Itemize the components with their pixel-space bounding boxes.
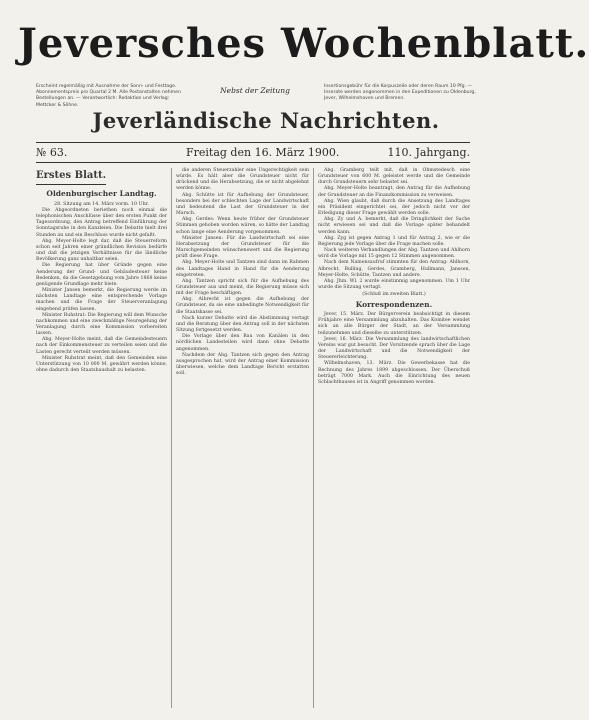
paragraph: Abg. Albrecht ist gegen die Aufhebung der Grundsteuer, da sie eine unbedingte Notwendigkeit für die Staatskasse sei. <box>176 297 309 315</box>
insertion-notice: Insertionsgebühr für die Korpuszeile oder deren Raum 10 Pfg. — Inserate werden angenommen in den Expeditionen zu Oldenburg, Jever, Wilhelmshaven und Bremen. <box>324 84 476 102</box>
paragraph: Abg. Zyg ist gegen Antrag 1 und für Antrag 2, wie er die Regierung jede Vorlage über die Frage machen solle. <box>318 235 470 247</box>
paragraph: Abg. Gerdes: Wenn heute früher der Grundsteuer Stimmen gehoben worden wären, so hätte der Landtag schon lange eine Aenderung vorgenommen. <box>176 217 309 235</box>
paragraph: Nach kurzer Debatte wird die Abstimmung vertagt und die Beratung über den Antrag soll in der nächsten Sitzung fortgesetzt werden. <box>176 315 309 334</box>
issue-number: № 63. <box>36 146 68 159</box>
paragraph: Abg. Zy und A. bemerkt, daß die Dringlichkeit der Sache nicht erwiesen sei und daß die Vorlage später behandelt werden kann. <box>318 217 470 235</box>
session-line: 28. Sitzung am 14. März vorm. 10 Uhr. <box>54 202 149 207</box>
paragraph: Nach weiteren Verhandlungen der Abg. Tantzen und Ahlhorn wird die Vorlage mit 15 gegen 12 Stimmen angenommen. <box>318 248 470 260</box>
paragraph: Minister Jansen: Für die Landwirtschaft sei eine Herabsetzung der Grundsteuer für die Marschgemeinden wünschenswert und die Regierung prüft diese Frage. <box>176 235 309 260</box>
paragraph: Minister Ruhstrat meint, daß den Gemeinden eine Unterstützung von 10 000 M. gewährt werden könne, ohne dadurch den Staatshaushalt zu belasten. <box>36 355 167 374</box>
subscription-notice: Erscheint regelmäßig mit Ausnahme der Sonn- und Festtage. Abonnementspreis pro Quartal 2 M. Alle Postanstalten nehmen Bestellungen an. — Verantwortlich: Redaktion und Verlag: Mettcker & Söhne. <box>36 84 181 108</box>
paragraph: Nachdem der Abg. Tantzen sich gegen den Antrag ausgesprochen hat, wird der Antrag einer Kommission überwiesen, welche dem Landtage Bericht erstatten soll. <box>176 352 309 377</box>
paragraph: Abg. Meyer-Holte und Tantzen sind dann im Rahmen des Landtages Hand in Hand für die Aenderung eingetreten. <box>176 260 309 278</box>
column-3 <box>318 168 470 386</box>
paragraph: Minister Ruhstrat: Die Regierung will dem Wunsche nachkommen und eine zweckmäßige Neuregelung der Veranlagung durch eine Kommission vorbereiten lassen. <box>36 312 167 337</box>
column-separator <box>171 168 172 708</box>
paragraph: Wilhelmshaven, 13. März. Die Gewerbekasse hat die Rechnung des Jahres 1899 abgeschlossen. Der Überschuß beträgt 7000 Mark. Auch die Einrichtung des neuen Schlachthauses ist in Angriff genommen worden. <box>318 361 470 385</box>
paragraph: Abg. Jhm. Wl. 2 wurde einstimmig angenommen. Um 1 Uhr wurde die Sitzung vertagt. <box>318 278 470 290</box>
paragraph: Abg. Meyer-Holte legt dar, daß die Steuerreform schon seit Jahren einer gründlichen Revision bedürfe und daß die jetzigen Verhältnisse für die ländliche Bevölkerung ganz unhaltbar seien. <box>36 238 167 263</box>
section-label: Erstes Blatt. <box>36 168 106 185</box>
paragraph: Abg. Wien glaubt, daß durch die Ansetzung des Landtages ein Präsident eingerichtet sei, der jedoch nicht vor der Erledigung dieser Frage gewählt werden solle. <box>318 198 470 217</box>
column-1 <box>36 168 167 374</box>
correspondence-title: Korrespondenzen. <box>355 300 433 310</box>
volume-year: 110. Jahrgang. <box>387 146 470 159</box>
paragraph: Abg. Meyer-Holte meint, daß die Gemeindesteuern nach der Einkommensteuer zu verteilen seien und die Lasten gerecht verteilt werden müssen. <box>36 337 167 355</box>
column-separator <box>313 168 314 708</box>
column-2 <box>176 168 309 377</box>
bottom-rule <box>36 162 470 163</box>
paragraph: Die Vorlage über den Bau von Kanälen in den nördlichen Landesteilen wird dann ohne Debatte angenommen. <box>176 334 309 352</box>
paragraph: Die Abgeordneten beriethen noch einmal die telephonischen Anschlüsse über den ersten Punkt der Tagesordnung, den Antrag betreffend Einführung der Sonntagsruhe in den Kanzleien. Die Debatte hielt drei Stunden an und ein Beschluss wurde nicht gefaßt. <box>36 208 167 238</box>
masthead-title: Jeversches Wochenblatt. <box>18 20 589 67</box>
paragraph: Abg. Schütte ist für Aufhebung der Grundsteuer, besonders bei der schlechten Lage der Landwirtschaft und bedeutend die Last der Grundsteuer in der Marsch. <box>176 192 309 217</box>
paragraph: Die Regierung hat über Gründe gegen eine Aenderung der Grund- und Gebäudesteuer keine Bedenken, da die Gesetzgebung vom Jahre 1868 keine genügende Grundlage mehr biete. <box>36 263 167 287</box>
paragraph: die anderen Steuerzahler eine Ungerechtigkeit sein würde. Es hält aber die Grundsteuer nicht für drückend und die Herabsetzung, die er nicht abgelehnt werden könne. <box>176 168 309 192</box>
paragraph: Abg. Gramberg teilt mit, daß in Ohmstedesch eine Grundsteuer von 600 M. geleistet werde und die Gemeinde durch Grundsteuern sehr belastet sei. <box>318 168 470 186</box>
issue-date: Freitag den 16. März 1900. <box>186 146 340 159</box>
nebst-label: Nebst der Zeitung <box>220 86 290 95</box>
paragraph: Jever, 15. März. Der Bürgerverein beabsichtigt in diesem Frühjahre eine Versammlung abzuhalten. Das Komitee wendet sich an alle Bürger der Stadt, an der Versammlung teilzunehmen und dieselbe zu unterstützen. <box>318 312 470 336</box>
article-title: Oldenburgischer Landtag. <box>46 189 157 198</box>
paragraph: Minister Jansen bemerkt, die Regierung werde im nächsten Landtage eine entsprechende Vorlage machen und die Frage der Steuerveranlagung eingehend prüfen lassen. <box>36 288 167 312</box>
paragraph: Abg. Meyer-Holte beantragt, den Antrag für die Aufhebung der Grundsteuer an die Finanzkommission zu verweisen. <box>318 186 470 198</box>
dateline <box>36 146 470 160</box>
top-rule <box>36 142 470 143</box>
subtitle: Jeverländische Nachrichten. <box>92 108 440 133</box>
paragraph: Abg. Tantzen spricht sich für die Aufhebung des Grundsteuer aus und meint, die Regierung müsse sich mit der Frage beschäftigen. <box>176 278 309 297</box>
continued-note: (Schluß im zweiten Blatt.) <box>362 292 426 298</box>
paragraph: Nach dem Namensaufruf stimmten für den Antrag: Ahlhorn, Albrecht, Bulling, Gerdes, Gramberg, Hullmann, Janssen, Meyer-Holte, Schütte, Tantzen und andere. <box>318 260 470 278</box>
paragraph: Jever, 16. März. Die Versammlung des landwirtschaftlichen Vereins war gut besucht. Der Vorsitzende sprach über die Lage der Landwirtschaft und die Notwendigkeit der Steuererleichterung. <box>318 336 470 361</box>
